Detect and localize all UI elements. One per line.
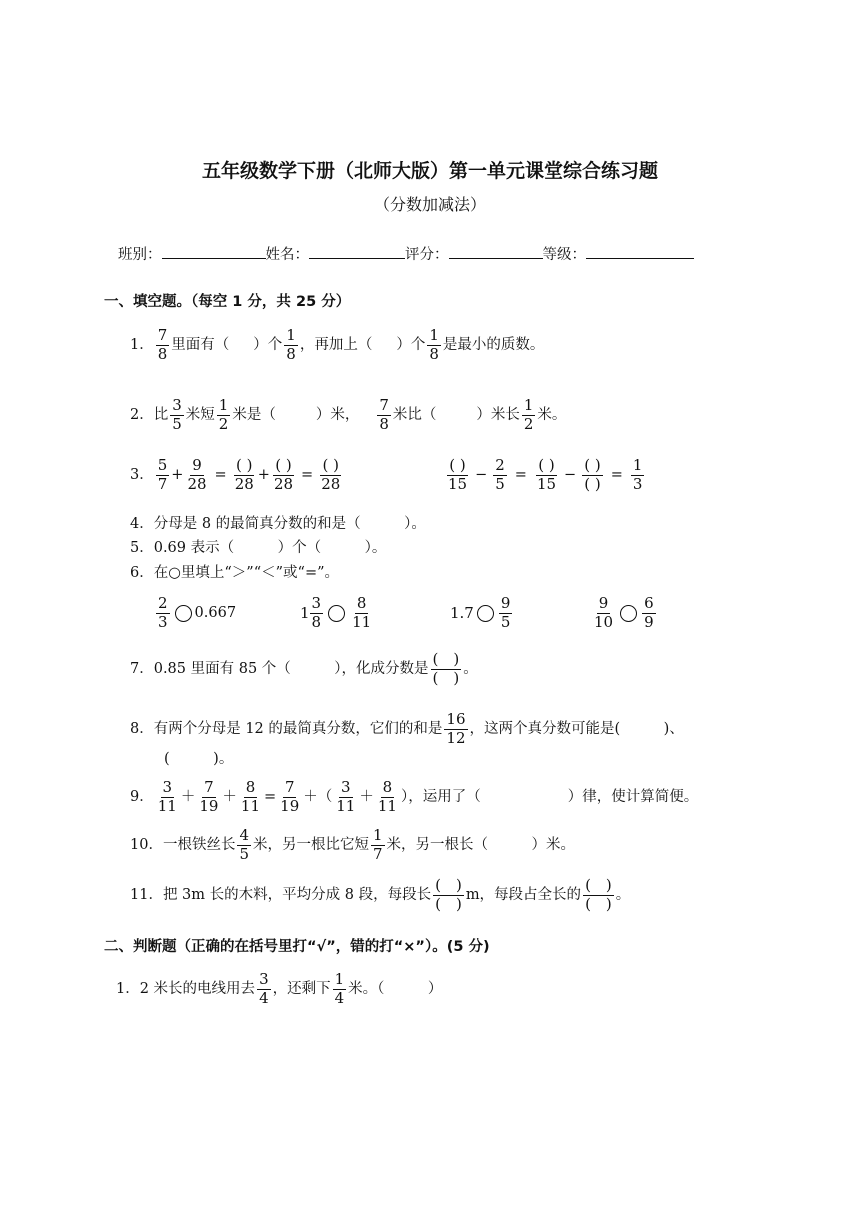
q11-text-a: 11．把 3m 长的木料，平均分成 8 段，每段长 — [130, 887, 432, 903]
q9-fraction-5: $\frac{3}{11}$ — [336, 778, 356, 815]
q9-left-paren: （ — [317, 789, 333, 805]
class-field[interactable] — [162, 244, 266, 259]
q9-plus-2: ＋ — [222, 789, 237, 805]
q8-fraction: $\frac{16}{12}$ — [446, 710, 466, 747]
q3-equals-4: = — [610, 467, 623, 483]
q10-text-c: 米，另一根长（ ）米。 — [386, 837, 576, 853]
q6-c2-fraction: $\frac{3}{8}$ — [311, 594, 322, 631]
q2-text-f: 米。 — [537, 407, 567, 423]
q2-number: 2．比 — [130, 407, 169, 423]
section2-heading: 二、判断题（正确的在括号里打“√”，错的打“×”）。(5 分) — [104, 939, 490, 955]
q6-c4-fraction: $\frac{9}{10}$ — [594, 594, 614, 631]
section1-heading: 一、填空题。（每空 1 分，共 25 分） — [104, 294, 351, 310]
question-8-continued: ( )。 — [164, 751, 234, 767]
compare-circle-2[interactable] — [328, 605, 345, 622]
q9-fraction-2: $\frac{7}{19}$ — [199, 778, 219, 815]
q2-text-d: 米比（ — [392, 407, 437, 423]
q8-text-b: ，这两个真分数可能是( )、 — [469, 721, 684, 737]
q3-fraction-b2: $\frac{2}{5}$ — [495, 456, 505, 493]
q3-plus-1: + — [171, 467, 184, 483]
q6-compare-1 — [154, 596, 236, 631]
q11-text-c: 。 — [615, 887, 631, 903]
q11-text-b: m，每段占全长的 — [465, 887, 582, 903]
q10-text-a: 10．一根铁丝长 — [130, 837, 236, 853]
q6-c3-left: 1.7 — [450, 603, 474, 622]
q2-text-c: ）米， — [315, 407, 360, 423]
q9-plus-3: ＋ — [303, 789, 318, 805]
q2-text-e: ）米长 — [476, 407, 520, 423]
s2q1-text-b: ，还剩下 — [272, 981, 331, 997]
judge-question-1 — [116, 972, 442, 1007]
question-4: 4．分母是 8 的最简真分数的和是（ ）。 — [130, 516, 426, 532]
q11-answer-fraction-1[interactable]: $\frac{( )}{( )}$ — [435, 876, 462, 913]
q6-compare-4 — [590, 596, 658, 631]
compare-circle-1[interactable] — [175, 605, 192, 622]
q10-text-b: 米，另一根比它短 — [253, 837, 369, 853]
question-5: 5．0.69 表示（ ）个（ ）。 — [130, 540, 387, 556]
s2q1-text-a: 1．2 米长的电线用去 — [116, 981, 256, 997]
q3-equals-1: = — [214, 467, 227, 483]
q6-c1-fraction: $\frac{2}{3}$ — [158, 594, 168, 631]
q3-minus-2: − — [564, 467, 577, 483]
q2-fraction-3: $\frac{7}{8}$ — [379, 396, 389, 433]
q3-fraction-b3[interactable]: $\frac{( )}{15}$ — [536, 456, 557, 493]
q1-fraction-1: $\frac{7}{8}$ — [157, 326, 168, 363]
q11-answer-fraction-2[interactable]: $\frac{( )}{( )}$ — [585, 876, 612, 913]
q9-plus-4: ＋ — [359, 789, 374, 805]
q9-fraction-3: $\frac{8}{11}$ — [240, 778, 261, 815]
q6-c2-right: $\frac{8}{11}$ — [352, 594, 372, 631]
q6-c2-whole: 1 — [300, 603, 310, 622]
q9-fraction-1: $\frac{3}{11}$ — [157, 778, 177, 815]
question-9 — [130, 780, 698, 815]
q3-equals-3: = — [514, 467, 527, 483]
q1-fraction-2: $\frac{1}{8}$ — [286, 326, 296, 363]
q7-text-a: 7．0.85 里面有 85 个（ ），化成分数是 — [130, 661, 429, 677]
compare-circle-3[interactable] — [477, 605, 494, 622]
q1-text-d: ）个 — [396, 337, 426, 353]
q9-fraction-4: $\frac{7}{19}$ — [280, 778, 300, 815]
q3-fraction-b4[interactable]: $\frac{( )}{( )}$ — [584, 456, 601, 493]
s2q1-fraction-1: $\frac{3}{4}$ — [259, 970, 269, 1007]
grade-field[interactable] — [586, 244, 694, 259]
name-field[interactable] — [309, 244, 405, 259]
question-6: 6．在○里填上“＞”“＜”或“=”。 — [130, 565, 340, 581]
page-subtitle: （分数加减法） — [373, 195, 486, 214]
q8-text-a: 8．有两个分母是 12 的最简真分数，它们的和是 — [130, 721, 443, 737]
q3-fraction-b1[interactable]: $\frac{( )}{15}$ — [448, 456, 468, 493]
q9-fraction-6: $\frac{8}{11}$ — [377, 778, 397, 815]
q1-text-b: ）个 — [253, 337, 283, 353]
q3-fraction-a1: $\frac{5}{7}$ — [157, 456, 168, 493]
q1-text-c: ，再加上（ — [299, 337, 373, 353]
question-3-part-b — [444, 458, 646, 493]
q7-text-b: 。 — [463, 661, 478, 677]
q6-c1-right: 0.667 — [194, 605, 237, 621]
q3-fraction-a2: $\frac{9}{28}$ — [187, 456, 207, 493]
q2-text-a: 米短 — [185, 407, 215, 423]
q1-text-a: 里面有（ — [171, 337, 230, 353]
q1-fraction-3: $\frac{1}{8}$ — [429, 326, 439, 363]
info-fields — [118, 244, 694, 263]
question-1 — [130, 328, 544, 363]
score-field[interactable] — [449, 244, 543, 259]
q3-number: 3． — [130, 467, 154, 483]
grade-label: 等级： — [542, 247, 586, 263]
q3-minus-1: − — [475, 467, 488, 483]
question-8 — [130, 712, 684, 747]
score-label: 评分： — [405, 247, 449, 263]
q6-c3-fraction: $\frac{9}{5}$ — [500, 594, 511, 631]
question-3 — [130, 458, 344, 493]
q2-fraction-1: $\frac{3}{5}$ — [172, 396, 182, 433]
q3-fraction-a3[interactable]: $\frac{( )}{28}$ — [234, 456, 254, 493]
compare-circle-4[interactable] — [620, 605, 637, 622]
q6-compare-3 — [450, 596, 514, 631]
q3-equals-2: = — [301, 467, 314, 483]
s2q1-text-c: 米。（ ） — [348, 981, 443, 997]
q2-fraction-4: $\frac{1}{2}$ — [523, 396, 534, 433]
q6-compare-2 — [300, 596, 375, 631]
q3-fraction-a4[interactable]: $\frac{( )}{28}$ — [273, 456, 294, 493]
question-7 — [130, 652, 478, 687]
class-label: 班别： — [118, 247, 162, 263]
q1-number: 1． — [130, 337, 154, 353]
q2-text-b: 米是（ — [232, 407, 276, 423]
page-title: 五年级数学下册（北师大版）第一单元课堂综合练习题 — [201, 160, 658, 182]
q9-equals: = — [264, 789, 277, 805]
q9-number: 9． — [130, 789, 154, 805]
q9-text-end: ），运用了（ ）律，使计算简便。 — [400, 789, 699, 805]
question-2 — [130, 398, 566, 433]
q9-plus-1: ＋ — [180, 789, 196, 805]
q3-fraction-b5: $\frac{1}{3}$ — [632, 456, 643, 493]
q3-fraction-a5[interactable]: $\frac{( )}{28}$ — [321, 456, 341, 493]
question-10 — [130, 828, 575, 863]
s2q1-fraction-2: $\frac{1}{4}$ — [334, 970, 345, 1007]
q6-c4-right: $\frac{6}{9}$ — [644, 594, 654, 631]
question-11 — [130, 878, 630, 913]
q3-plus-2: + — [257, 467, 270, 483]
name-label: 姓名： — [265, 247, 309, 263]
q10-fraction-2: $\frac{1}{7}$ — [373, 826, 383, 863]
q2-fraction-2: $\frac{1}{2}$ — [218, 396, 229, 433]
q7-answer-fraction[interactable]: $\frac{( )}{( )}$ — [432, 650, 460, 687]
q10-fraction-1: $\frac{4}{5}$ — [239, 826, 249, 863]
q1-text-e: 是最小的质数。 — [442, 337, 545, 353]
